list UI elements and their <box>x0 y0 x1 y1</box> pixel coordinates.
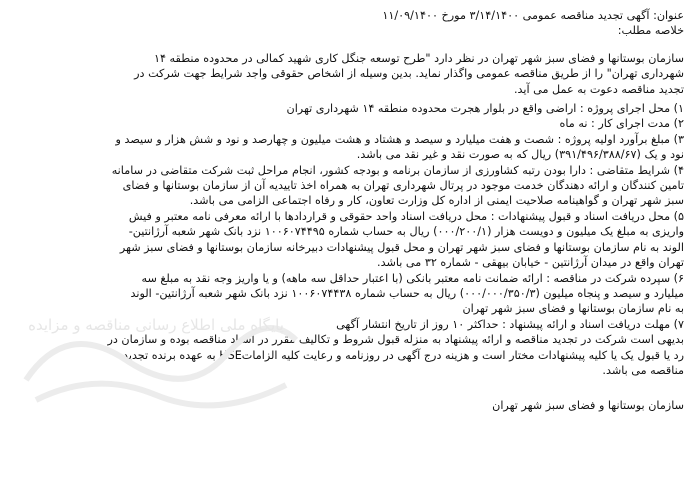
item-1-location: ۱) محل اجرای پروژه : اراضی واقع در بلوار هجرت محدوده منطقه ۱۴ شهرداری تهران <box>286 102 684 116</box>
summary-label: خلاصه مطلب: <box>617 24 684 38</box>
intro-line-2: شهرداری تهران" را از طریق مناقصه عمومی واگذار نماید. بدین وسیله از اشخاص حقوقی واجد شرایط جهت شرکت در <box>134 67 684 81</box>
watermark-text: پایگاه ملی اطلاع رسانی مناقصه و مزایده <box>28 316 284 334</box>
item-6-deposit-cont-1: میلیارد و سیصد و پنجاه میلیون (۰۰۰/۰۰۰/۳۵۰/۳) ریال به حساب شماره ۱۰۰۶۰۷۴۴۳۸ نزد بانک شهر شعبه آرژانتین- الوند <box>130 286 684 300</box>
item-3-estimate: ۳) مبلغ برآورد اولیه پروژه : شصت و هفت میلیارد و سیصد و هشتاد و هشت میلیون و چهارصد و نود و شش هزار و سیصد و <box>115 132 684 146</box>
item-6-deposit: ۶) سپرده شرکت در مناقصه : ارائه ضمانت نامه معتبر بانکی (با اعتبار حداقل سه ماهه) و یا واریز وجه نقد به مبلغ سه <box>141 271 684 285</box>
item-5-documents-cont-2: الوند به نام سازمان بوستانها و فضای سبز شهر تهران و محل قبول پیشنهادات دبیرخانه سازمان بوستانها و فضای سبز شهر <box>119 240 684 254</box>
item-3-estimate-cont: نود و یک (۳۹۱/۴۹۶/۳۸۸/۶۷) ریال که به صورت نقد و غیر نقد می باشد. <box>356 148 684 162</box>
closing-line-1: بدیهی است شرکت در تجدید مناقصه و ارائه پیشنهاد به منزله قبول شروط و تکالیف مقرر در اسناد مناقصه بوده و سازمان در <box>107 333 684 347</box>
item-7-deadline: ۷) مهلت دریافت اسناد و ارائه پیشنهاد : حداکثر ۱۰ روز از تاریخ انتشار آگهی <box>336 317 684 331</box>
item-4-conditions-cont-2: سبز شهر تهران و گواهینامه صلاحیت ایمنی از اداره کل وزارت تعاون، کار و رفاه اجتماعی الزامی می باشد. <box>189 194 684 208</box>
intro-line-3: تجدید مناقصه دعوت به عمل می آید. <box>513 82 684 96</box>
item-4-conditions-cont-1: تامین کنندگان و ارائه دهندگان خدمت موجود در پرتال شهرداری تهران به همراه اخذ تاییدیه آن از سازمان بوستانها و فضای <box>122 179 684 193</box>
item-4-conditions: ۴) شرایط متقاضی : دارا بودن رتبه کشاورزی از سازمان برنامه و بودجه کشور، انجام مراحل ثبت شرکت متقاضی در سامانه <box>111 163 684 177</box>
item-5-documents-cont-3: تهران واقع در میدان آرژانتین - خیابان بیهقی - شماره ۳۲ می باشد. <box>377 256 684 270</box>
notice-title: عنوان: آگهی تجدید مناقصه عمومی ۳/۱۴/۱۴۰۰ مورخ ۱۱/۰۹/۱۴۰۰ <box>382 9 684 22</box>
closing-line-3: مناقصه می باشد. <box>602 363 684 377</box>
closing-line-2: رد یا قبول یک یا کلیه پیشنهادات مختار است و هزینه درج آگهی در روزنامه و رعایت کلیه الزاماتHSE به عهده برنده تجدید <box>122 348 684 362</box>
signature: سازمان بوستانها و فضای سبز شهر تهران <box>492 399 684 413</box>
item-2-duration: ۲) مدت اجرای کار : نه ماه <box>559 117 684 131</box>
item-6-deposit-cont-2: به نام سازمان بوستانها و فضای سبز شهر تهران <box>462 302 684 316</box>
item-5-documents: ۵) محل دریافت اسناد و قبول پیشنهادات : محل دریافت اسناد واحد حقوقی و قراردادها با ارائه معرفی نامه معتبر و فیش <box>128 209 684 223</box>
item-5-documents-cont-1: واریزی به مبلغ یک میلیون و دویست هزار (۰۰۰/۲۰۰/۱) ریال به حساب شماره ۱۰۰۶۰۷۴۴۹۵ نزد بانک شهر شعبه آرژانتین- <box>128 225 684 239</box>
intro-line-1: سازمان بوستانها و فضای سبز شهر تهران در نظر دارد "طرح توسعه جنگل کاری شهید کمالی در محدوده منطقه ۱۴ <box>153 51 684 65</box>
